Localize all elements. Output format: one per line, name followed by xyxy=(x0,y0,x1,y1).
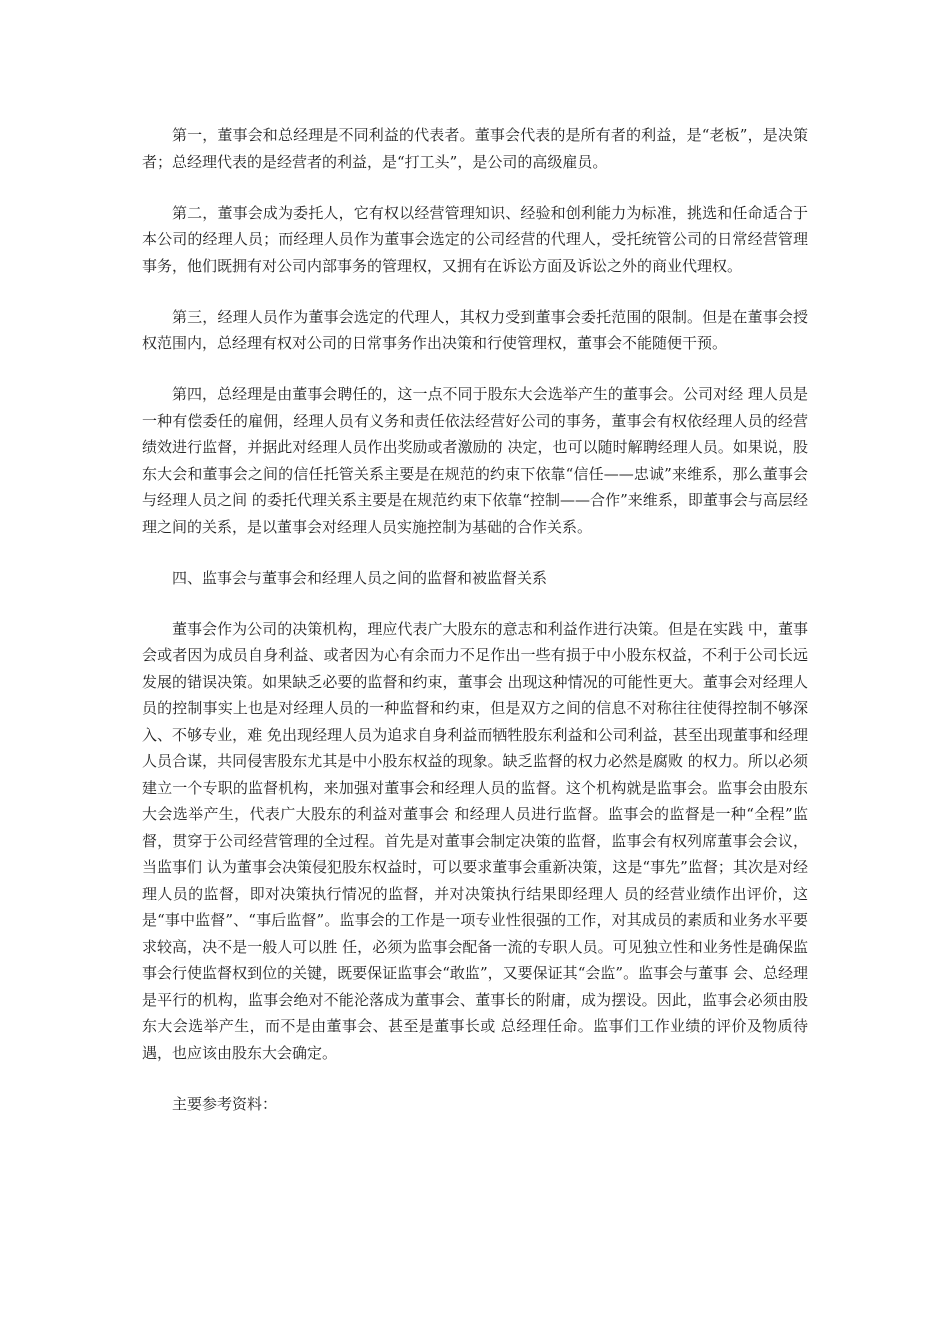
section-heading: 四、监事会与董事会和经理人员之间的监督和被监督关系 xyxy=(172,568,548,587)
paragraph-fourth-point: 第四，总经理是由董事会聘任的，这一点不同于股东大会选举产生的董事会。公司对经 理人员是一种有偿委任的雇佣，经理人员有义务和责任依法经营好公司的事务，董事会有权依经理人员的经营绩效进行监督，并据此对经理人员作出奖励或者激励的 决定，也可以随时解聘经理人员。如果说，股东大会和董事会之间的信任托管关系主要是在规范的约束下依靠“信任——忠诚”来维系，那么董事会与经理人员之间 的委托代理关系主要是在规范约束下依靠“控制——合作”来维系，即董事会与高层经理之间的关系，是以董事会对经理人员实施控制为基础的合作关系。 xyxy=(142,385,808,536)
paragraph-first-point: 第一，董事会和总经理是不同利益的代表者。董事会代表的是所有者的利益，是“老板”，是决策者；总经理代表的是经营者的利益，是“打工头”，是公司的高级雇员。 xyxy=(142,126,808,171)
paragraph-supervisory-board: 董事会作为公司的决策机构，理应代表广大股东的意志和利益作进行决策。但是在实践 中，董事会或者因为成员自身利益、或者因为心有余而力不足作出一些有损于中小股东权益，不利于公司长远发展的错误决策。如果缺乏必要的监督和约束，董事会 出现这种情况的可能性更大。董事会对经理人员的控制事实上也是对经理人员的一种监督和约束，但是双方之间的信息不对称往往使得控制不够深入、不够专业，难 免出现经理人员为追求自身利益而牺牲股东利益和公司利益，甚至出现董事和经理人员合谋，共同侵害股东尤其是中小股东权益的现象。缺乏监督的权力必然是腐败 的权力。所以必须建立一个专职的监督机构，来加强对董事会和经理人员的监督。这个机构就是监事会。监事会由股东大会选举产生，代表广大股东的利益对董事会 和经理人员进行监督。监事会的监督是一种“全程”监督，贯穿于公司经营管理的全过程。首先是对董事会制定决策的监督，监事会有权列席董事会会议，当监事们 认为董事会决策侵犯股东权益时，可以要求董事会重新决策，这是“事先”监督；其次是对经理人员的监督，即对决策执行情况的监督，并对决策执行结果即经理人 员的经营业绩作出评价，这是“事中监督”、“事后监督”。监事会的工作是一项专业性很强的工作，对其成员的素质和业务水平要求较高，决不是一般人可以胜 任，必须为监事会配备一流的专职人员。可见独立性和业务性是确保监事会行使监督权到位的关键，既要保证监事会“敢监”，又要保证其“会监”。监事会与董事 会、总经理是平行的机构，监事会绝对不能沦落成为董事会、董事长的附庸，成为摆设。因此，监事会必须由股东大会选举产生，而不是由董事会、甚至是董事长或 总经理任命。监事们工作业绩的评价及物质待遇，也应该由股东大会确定。 xyxy=(142,619,808,1062)
paragraph-second-point: 第二，董事会成为委托人，它有权以经营管理知识、经验和创利能力为标准，挑选和任命适合于本公司的经理人员；而经理人员作为董事会选定的公司经营的代理人，受托统管公司的日常经营管理事务，他们既拥有对公司内部事务的管理权，又拥有在诉讼方面及诉讼之外的商业代理权。 xyxy=(142,203,808,275)
document-body xyxy=(142,122,808,1142)
paragraph-third-point: 第三，经理人员作为董事会选定的代理人，其权力受到董事会委托范围的限制。但是在董事会授权范围内，总经理有权对公司的日常事务作出决策和行使管理权，董事会不能随便干预。 xyxy=(142,307,808,352)
references-heading: 主要参考资料： xyxy=(172,1094,278,1113)
